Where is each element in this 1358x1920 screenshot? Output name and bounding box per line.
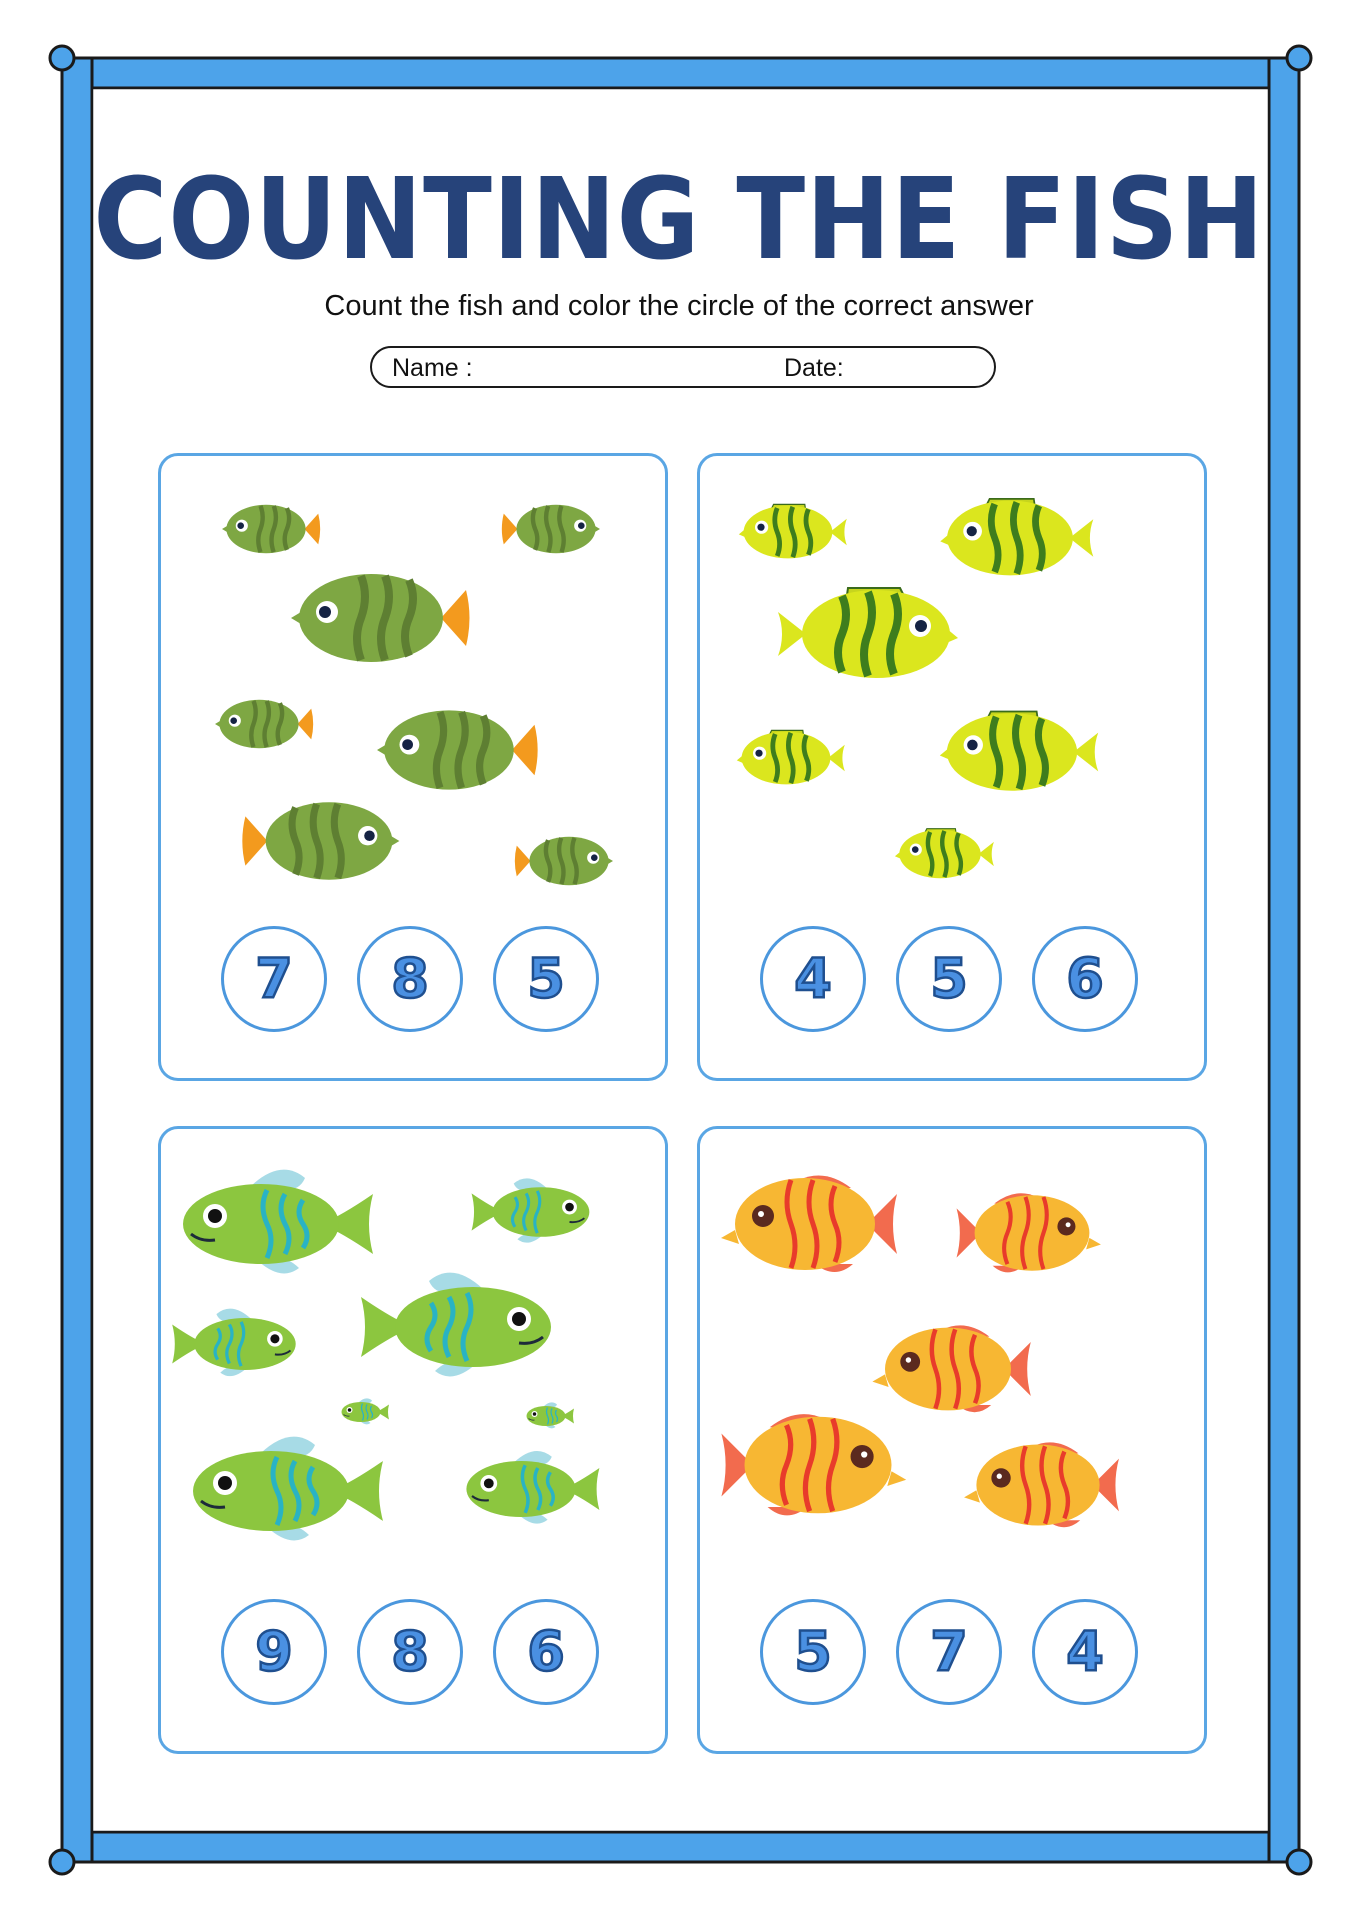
counting-panel-4 xyxy=(697,1126,1207,1754)
counting-panel-3 xyxy=(158,1126,668,1754)
answer-choice[interactable]: 5 xyxy=(760,1599,866,1705)
answer-choice[interactable]: 8 xyxy=(357,1599,463,1705)
worksheet-title: COUNTING THE FISH xyxy=(93,155,1265,285)
yellow-fish-group xyxy=(700,456,1204,926)
name-label: Name : xyxy=(392,354,473,382)
answer-choice[interactable]: 6 xyxy=(1032,926,1138,1032)
name-date-bar[interactable] xyxy=(370,346,996,388)
date-label: Date: xyxy=(784,354,844,382)
orange-fish-group xyxy=(700,1129,1204,1599)
answer-choice[interactable]: 5 xyxy=(493,926,599,1032)
answer-choice[interactable]: 8 xyxy=(357,926,463,1032)
worksheet-instruction: Count the fish and color the circle of the correct answer xyxy=(324,290,1034,322)
answer-choice[interactable]: 4 xyxy=(1032,1599,1138,1705)
green-fish-group xyxy=(161,456,665,926)
lime-fish-group xyxy=(161,1129,665,1599)
answer-choice[interactable]: 6 xyxy=(493,1599,599,1705)
answer-choice[interactable]: 7 xyxy=(221,926,327,1032)
answer-choice[interactable]: 7 xyxy=(896,1599,1002,1705)
answer-choice[interactable]: 4 xyxy=(760,926,866,1032)
counting-panel-1 xyxy=(158,453,668,1081)
answer-choice[interactable]: 5 xyxy=(896,926,1002,1032)
answer-choice[interactable]: 9 xyxy=(221,1599,327,1705)
counting-panel-2 xyxy=(697,453,1207,1081)
